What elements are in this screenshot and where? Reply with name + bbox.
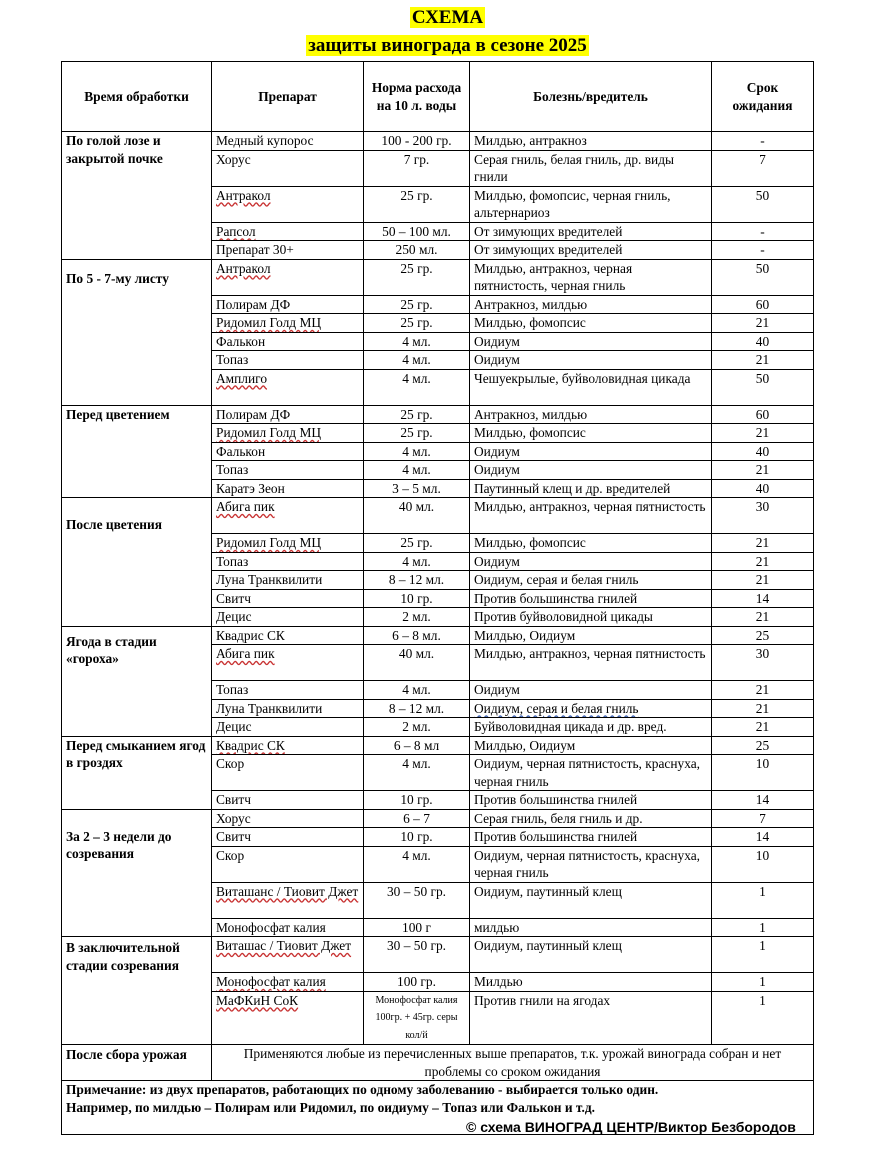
disease-cell: Оидиум, черная пятнистость, краснуха, черная гниль xyxy=(470,846,712,882)
drug-cell xyxy=(212,186,364,222)
page-title: СХЕМА xyxy=(411,7,484,28)
stage-cell: Перед цветением xyxy=(62,405,212,498)
wait-cell: 1 xyxy=(712,991,814,1045)
drug-text: Квадрис СК xyxy=(216,737,285,753)
rate-cell: 25 гр. xyxy=(364,295,470,314)
wait-cell: 60 xyxy=(712,405,814,424)
disease-cell: Милдью, антракноз, черная пятнистость, черная гниль xyxy=(470,259,712,295)
drug-cell xyxy=(212,259,364,295)
disease-cell: Милдью, Оидиум xyxy=(470,736,712,755)
table-row xyxy=(62,259,814,295)
wait-cell: 30 xyxy=(712,498,814,534)
rate-cell: 4 мл. xyxy=(364,755,470,791)
stage-cell: В заключительной стадии созревания xyxy=(62,937,212,1045)
rate-cell: 2 мл. xyxy=(364,718,470,737)
drug-cell xyxy=(212,498,364,534)
page-subtitle: защиты винограда в сезоне 2025 xyxy=(308,35,587,56)
rate-cell: 50 – 100 мл. xyxy=(364,222,470,241)
disease-cell: Буйволовидная цикада и др. вред. xyxy=(470,718,712,737)
wait-cell: 25 xyxy=(712,736,814,755)
disease-cell: Милдью, фомопсис xyxy=(470,534,712,553)
rate-cell: 25 гр. xyxy=(364,534,470,553)
wait-cell: 1 xyxy=(712,937,814,973)
disease-cell: Оидиум xyxy=(470,442,712,461)
drug-cell: Препарат 30+ xyxy=(212,241,364,260)
drug-cell: Каратэ Зеон xyxy=(212,479,364,498)
wait-cell: 21 xyxy=(712,461,814,480)
drug-cell: Фалькон xyxy=(212,332,364,351)
drug-cell xyxy=(212,222,364,241)
wait-cell: - xyxy=(712,132,814,151)
disease-cell: Против большинства гнилей xyxy=(470,828,712,847)
disease-cell: Чешуекрылые, буйволовидная цикада xyxy=(470,369,712,405)
subtitle-line xyxy=(0,34,895,58)
drug-cell: Свитч xyxy=(212,791,364,810)
drug-cell: Полирам ДФ xyxy=(212,295,364,314)
drug-text: Ридомил Голд МЦ xyxy=(216,315,322,330)
rate-cell: 10 гр. xyxy=(364,791,470,810)
wait-cell: 21 xyxy=(712,699,814,718)
drug-cell xyxy=(212,736,364,755)
drug-cell: Децис xyxy=(212,718,364,737)
after-harvest-text: Применяются любые из перечисленных выше препаратов, т.к. урожай винограда собран и нет проблемы со сроком ожидания xyxy=(212,1045,814,1081)
disease-cell: Серая гниль, беля гниль и др. xyxy=(470,809,712,828)
disease-cell: От зимующих вредителей xyxy=(470,241,712,260)
drug-cell: Луна Транквилити xyxy=(212,571,364,590)
disease-cell: От зимующих вредителей xyxy=(470,222,712,241)
wait-cell: 21 xyxy=(712,351,814,370)
wait-cell: 1 xyxy=(712,973,814,992)
wait-cell: 10 xyxy=(712,846,814,882)
wait-cell: 7 xyxy=(712,150,814,186)
drug-cell xyxy=(212,991,364,1045)
rate-cell: 30 – 50 гр. xyxy=(364,937,470,973)
rate-cell: 25 гр. xyxy=(364,259,470,295)
drug-cell xyxy=(212,645,364,681)
drug-text: Антракол xyxy=(216,187,271,203)
wait-cell: 60 xyxy=(712,295,814,314)
table-row xyxy=(62,626,814,645)
drug-cell: Луна Транквилити xyxy=(212,699,364,718)
disease-cell: Паутинный клещ и др. вредителей xyxy=(470,479,712,498)
drug-cell xyxy=(212,882,364,918)
disease-cell: Против большинства гнилей xyxy=(470,791,712,810)
drug-cell: Хорус xyxy=(212,150,364,186)
rate-cell: Монофосфат калия 100гр. + 45гр. серы кол/й xyxy=(364,991,470,1045)
disease-text: Оидиум, серая и белая гниль xyxy=(474,700,639,716)
drug-cell xyxy=(212,937,364,973)
wait-cell: 30 xyxy=(712,645,814,681)
rate-cell: 250 мл. xyxy=(364,241,470,260)
stage-cell: За 2 – 3 недели до созревания xyxy=(62,809,212,937)
rate-cell: 25 гр. xyxy=(364,424,470,443)
wait-cell: 50 xyxy=(712,259,814,295)
rate-cell: 8 – 12 мл. xyxy=(364,571,470,590)
disease-cell: Милдью, фомопсис xyxy=(470,424,712,443)
drug-cell: Полирам ДФ xyxy=(212,405,364,424)
header-row xyxy=(62,62,814,132)
rate-cell: 4 мл. xyxy=(364,442,470,461)
rate-cell: 8 – 12 мл. xyxy=(364,699,470,718)
rate-cell: 2 мл. xyxy=(364,608,470,627)
drug-cell xyxy=(212,973,364,992)
disease-cell: Милдью, фомопсис xyxy=(470,314,712,333)
drug-text: Виташас / Тиовит Джет xyxy=(216,938,352,953)
drug-cell: Медный купорос xyxy=(212,132,364,151)
drug-cell: Децис xyxy=(212,608,364,627)
table-row xyxy=(62,132,814,151)
rate-cell: 6 – 8 мл xyxy=(364,736,470,755)
rate-cell: 40 мл. xyxy=(364,498,470,534)
table-row xyxy=(62,498,814,534)
disease-cell: Оидиум, паутинный клещ xyxy=(470,882,712,918)
drug-cell xyxy=(212,424,364,443)
wait-cell: 14 xyxy=(712,828,814,847)
rate-cell: 7 гр. xyxy=(364,150,470,186)
drug-text: Ридомил Голд МЦ xyxy=(216,535,322,550)
note-line-2: Например, по милдью – Полирам или Ридомил, по оидиуму – Топаз или Фалькон и т.д. xyxy=(66,1099,595,1115)
table-row xyxy=(62,405,814,424)
drug-text: Рапсол xyxy=(216,223,256,239)
wait-cell: 21 xyxy=(712,534,814,553)
stage-cell: По голой лозе и закрытой почке xyxy=(62,132,212,260)
drug-cell: Монофосфат калия xyxy=(212,918,364,937)
wait-cell: - xyxy=(712,222,814,241)
drug-cell: Фалькон xyxy=(212,442,364,461)
rate-cell: 6 – 8 мл. xyxy=(364,626,470,645)
disease-cell: Оидиум xyxy=(470,332,712,351)
drug-text: Виташанс / Тиовит Джет xyxy=(216,883,359,899)
drug-cell: Квадрис СК xyxy=(212,626,364,645)
rate-cell: 4 мл. xyxy=(364,332,470,351)
disease-cell: Оидиум xyxy=(470,552,712,571)
wait-cell: 40 xyxy=(712,442,814,461)
disease-cell: Антракноз, милдью xyxy=(470,405,712,424)
disease-cell: Милдью, антракноз, черная пятнистость xyxy=(470,645,712,681)
stage-cell: После цветения xyxy=(62,498,212,627)
drug-text: Амплиго xyxy=(216,370,268,386)
rate-cell: 6 – 7 xyxy=(364,809,470,828)
rate-cell: 25 гр. xyxy=(364,186,470,222)
drug-cell xyxy=(212,534,364,553)
wait-cell: 21 xyxy=(712,314,814,333)
table-row xyxy=(62,1045,814,1081)
disease-cell: Антракноз, милдью xyxy=(470,295,712,314)
wait-cell: 1 xyxy=(712,918,814,937)
wait-cell: 7 xyxy=(712,809,814,828)
wait-cell: 40 xyxy=(712,479,814,498)
disease-cell: Милдью, антракноз xyxy=(470,132,712,151)
wait-cell: 21 xyxy=(712,718,814,737)
disease-cell xyxy=(470,699,712,718)
wait-cell: 21 xyxy=(712,552,814,571)
disease-cell: Против гнили на ягодах xyxy=(470,991,712,1045)
rate-cell: 4 мл. xyxy=(364,846,470,882)
disease-cell: Милдью, фомопсис, черная гниль, альтернариоз xyxy=(470,186,712,222)
wait-cell: 21 xyxy=(712,681,814,700)
disease-cell: Милдью, антракноз, черная пятнистость xyxy=(470,498,712,534)
rate-cell: 4 мл. xyxy=(364,552,470,571)
rate-cell: 10 гр. xyxy=(364,589,470,608)
disease-cell: Оидиум xyxy=(470,681,712,700)
drug-cell: Топаз xyxy=(212,681,364,700)
wait-cell: 40 xyxy=(712,332,814,351)
rate-cell: 4 мл. xyxy=(364,461,470,480)
wait-cell: - xyxy=(712,241,814,260)
wait-cell: 21 xyxy=(712,571,814,590)
drug-cell: Топаз xyxy=(212,351,364,370)
rate-cell: 40 мл. xyxy=(364,645,470,681)
schedule-table xyxy=(61,61,814,1135)
wait-cell: 14 xyxy=(712,791,814,810)
drug-cell xyxy=(212,369,364,405)
wait-cell: 21 xyxy=(712,608,814,627)
wait-cell: 1 xyxy=(712,882,814,918)
disease-cell: Милдью, Оидиум xyxy=(470,626,712,645)
disease-cell: Милдью xyxy=(470,973,712,992)
wait-cell: 21 xyxy=(712,424,814,443)
rate-cell: 100 г xyxy=(364,918,470,937)
drug-cell: Скор xyxy=(212,755,364,791)
disease-cell: Оидиум, паутинный клещ xyxy=(470,937,712,973)
rate-cell: 10 гр. xyxy=(364,828,470,847)
stage-cell: После сбора урожая xyxy=(62,1045,212,1081)
drug-cell: Топаз xyxy=(212,461,364,480)
disease-cell: Против буйволовидной цикады xyxy=(470,608,712,627)
drug-text: Абига пик xyxy=(216,646,275,661)
wait-cell: 50 xyxy=(712,369,814,405)
rate-cell: 4 мл. xyxy=(364,351,470,370)
disease-cell: Оидиум, серая и белая гниль xyxy=(470,571,712,590)
rate-cell: 30 – 50 гр. xyxy=(364,882,470,918)
title-line xyxy=(0,6,895,30)
drug-cell: Свитч xyxy=(212,589,364,608)
table-row xyxy=(62,937,814,973)
disease-cell: милдью xyxy=(470,918,712,937)
note-line-1: Примечание: из двух препаратов, работающих по одному заболеванию - выбирается только один. xyxy=(66,1082,659,1097)
col-header-time: Время обработки xyxy=(62,62,212,132)
disease-cell: Оидиум xyxy=(470,461,712,480)
copyright-credit: © схема ВИНОГРАД ЦЕНТР/Виктор Безбородов xyxy=(466,1119,796,1135)
stage-cell: По 5 - 7-му листу xyxy=(62,259,212,405)
rate-cell: 3 – 5 мл. xyxy=(364,479,470,498)
rate-cell: 100 гр. xyxy=(364,973,470,992)
disease-cell: Против большинства гнилей xyxy=(470,589,712,608)
disease-cell: Оидиум xyxy=(470,351,712,370)
stage-cell: Перед смыканием ягод в гроздях xyxy=(62,736,212,809)
table-row xyxy=(62,736,814,755)
rate-cell: 4 мл. xyxy=(364,369,470,405)
col-header-rate: Норма расхода на 10 л. воды xyxy=(364,62,470,132)
drug-text: Абига пик xyxy=(216,499,275,514)
drug-cell: Свитч xyxy=(212,828,364,847)
stage-cell: Ягода в стадии «гороха» xyxy=(62,626,212,736)
wait-cell: 25 xyxy=(712,626,814,645)
drug-cell: Топаз xyxy=(212,552,364,571)
drug-cell: Скор xyxy=(212,846,364,882)
wait-cell: 10 xyxy=(712,755,814,791)
disease-cell: Оидиум, черная пятнистость, краснуха, черная гниль xyxy=(470,755,712,791)
disease-cell: Серая гниль, белая гниль, др. виды гнили xyxy=(470,150,712,186)
col-header-disease: Болезнь/вредитель xyxy=(470,62,712,132)
drug-text: Антракол xyxy=(216,260,271,276)
table-row xyxy=(62,809,814,828)
wait-cell: 14 xyxy=(712,589,814,608)
wait-cell: 50 xyxy=(712,186,814,222)
rate-cell: 4 мл. xyxy=(364,681,470,700)
drug-text: Монофосфат калия xyxy=(216,974,326,989)
col-header-wait: Срок ожидания xyxy=(712,62,814,132)
drug-text: Ридомил Голд МЦ xyxy=(216,425,322,440)
drug-cell xyxy=(212,314,364,333)
drug-text: МаФКиН СоК xyxy=(216,992,299,1008)
col-header-drug: Препарат xyxy=(212,62,364,132)
rate-cell: 100 - 200 гр. xyxy=(364,132,470,151)
rate-cell: 25 гр. xyxy=(364,314,470,333)
rate-cell: 25 гр. xyxy=(364,405,470,424)
drug-cell: Хорус xyxy=(212,809,364,828)
